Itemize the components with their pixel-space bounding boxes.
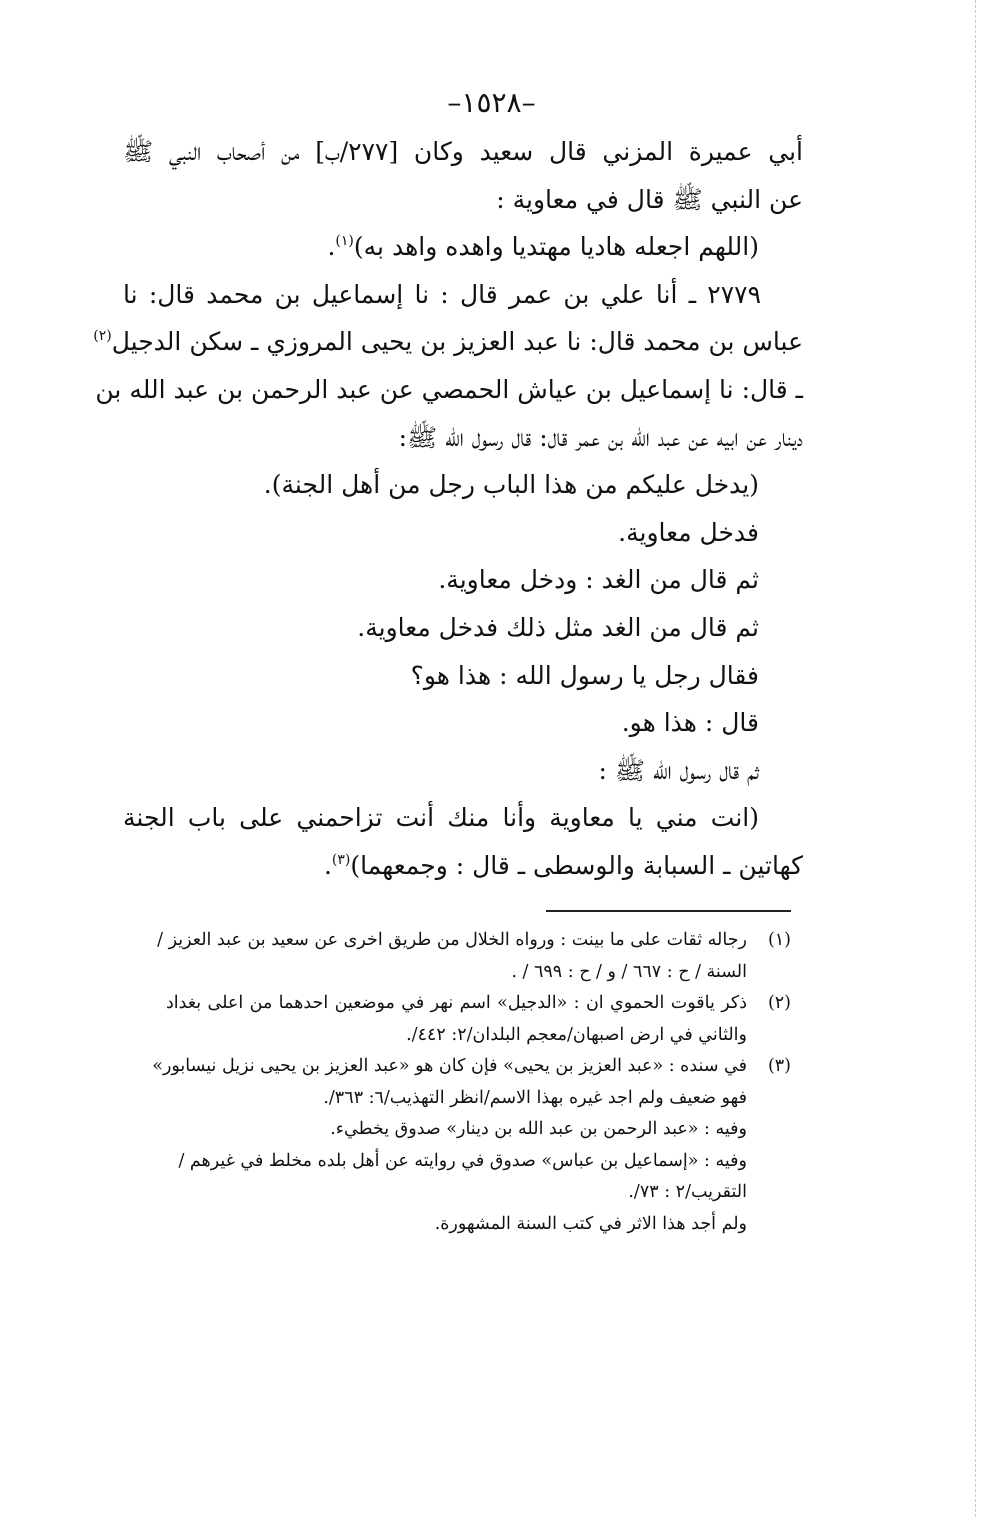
footnote-3-line-5: التقريب/٢ : ٧٣/. [628,1182,747,1202]
text-line-3 [123,223,803,271]
footnote-number-2: (٢) [767,993,791,1013]
footnote-2-line-2: والثاني في ارض اصبهان/معجم البلدان/٢: ٤٤٢/. [406,1024,747,1045]
text-line-4: ٢٧٧٩ ـ أنا علي بن عمر قال : نا إسماعيل بن محمد قال: نا [123,279,761,309]
text-line-6: ـ قال: نا إسماعيل بن عياش الحمصي عن عبد الرحمن بن عبد الله بن [95,374,803,404]
footnote-number-1: (١) [767,930,791,950]
text-line-1: أبي عميرة المزني قال سعيد وكان [٢٧٧/ب] من أصحاب النبي ﷺ [123,137,803,166]
scan-edge-line [975,0,976,1517]
main-text [93,128,803,890]
footnote-3-line-6: ولم أجد هذا الاثر في كتب السنة المشهورة. [434,1213,747,1234]
footnote-text: رجاله ثقات على ما بينت : ورواه الخلال من طريق اخرى عن سعيد بن عبد العزيز / [157,930,747,950]
footnote-2-line-1 [166,988,791,1020]
text-line-12: فقال رجل يا رسول الله : هذا هو؟ [410,660,759,690]
text-line-7: دينار عن ابيه عن عبد الله بن عمر قال: قال رسول الله ﷺ: [398,422,803,452]
text-line-5-body: عباس بن محمد قال: نا عبد العزيز بن يحيى المروزي ـ سكن الدجيل [111,327,803,357]
text-line-15: (انت مني يا معاوية وأنا منك أنت تزاحمني على باب الجنة [123,803,759,833]
footnote-ref-1: (١) [335,233,354,250]
text-line-11: ثم قال من الغد مثل ذلك فدخل معاوية. [357,612,759,642]
footnote-1-line-1 [157,925,791,957]
text-line-5 [93,318,803,366]
footnote-text: في سنده : «عبد العزيز بن يحيى» فإن كان هو «عبد العزيز بن يحيى نزيل نيسابور» [152,1056,747,1076]
footnote-separator [546,910,791,912]
text-line-9: فدخل معاوية. [618,517,759,547]
footnote-ref-2: (٢) [93,328,112,345]
period-mark: . [327,232,336,262]
footnotes [152,925,791,1240]
text-line-16 [123,842,803,890]
footnote-number-3: (٣) [767,1056,791,1076]
footnote-3-line-1 [152,1051,791,1083]
text-line-2: عن النبي ﷺ قال في معاوية : [496,184,803,214]
footnote-3-line-2: فهو ضعيف ولم اجد غيره بهذا الاسم/انظر التهذيب/٦: ٣٦٣/. [323,1087,747,1108]
footnote-1-line-2: السنة / ح : ٦٦٧ / و / ح : ٦٩٩ / . [511,961,747,982]
footnote-text: ذكر ياقوت الحموي ان : «الدجيل» اسم نهر في موضعين احدهما من اعلى بغداد [166,993,747,1013]
text-line-10: ثم قال من الغد : ودخل معاوية. [438,565,759,595]
quote-text: (اللهم اجعله هاديا مهتديا واهده واهد به) [353,232,759,262]
footnote-3-line-3: وفيه : «عبد الرحمن بن عبد الله بن دينار» صدوق يخطيء. [330,1119,747,1139]
footnote-ref-3: (٣) [331,851,351,868]
text-line-8: (يدخل عليكم من هذا الباب رجل من أهل الجنة). [263,470,759,500]
text-line-13: قال : هذا هو. [621,708,759,738]
page-number: –١٥٢٨– [447,86,536,119]
text-line-14: ثم قال رسول الله ﷺ : [598,755,759,785]
period-mark: . [323,850,332,880]
footnote-3-line-4: وفيه : «إسماعيل بن عباس» صدوق في روايته عن أهل بلده مخلط في غيرهم / [178,1150,747,1171]
text-line-16-body: كهاتين ـ السبابة والوسطى ـ قال : وجمعهما) [350,850,803,880]
